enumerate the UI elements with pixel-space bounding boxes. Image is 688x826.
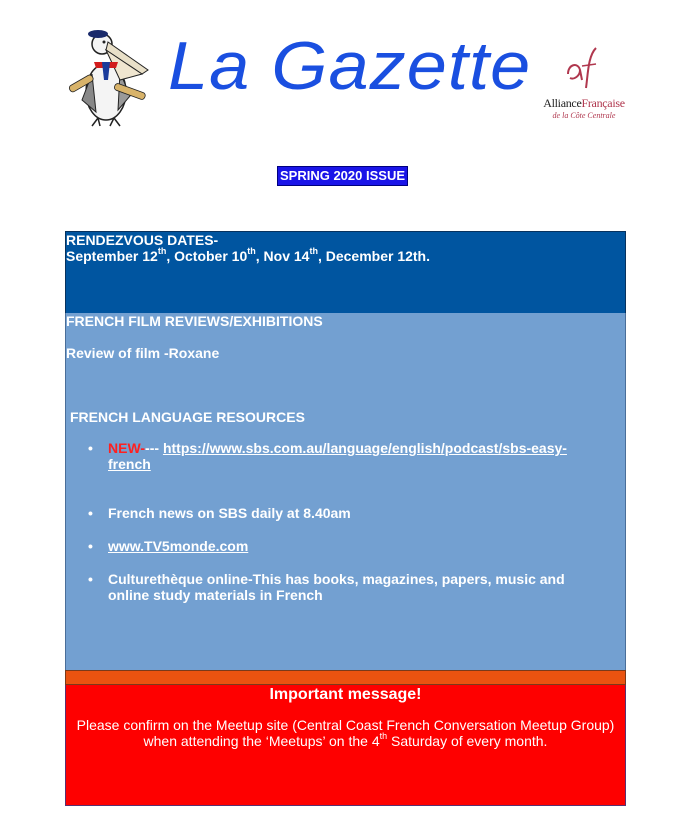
film-review: Review of film -Roxane: [66, 345, 220, 361]
important-message-panel: [65, 685, 626, 806]
film-heading: FRENCH FILM REVIEWS/EXHIBITIONS: [66, 313, 323, 329]
list-item: [88, 538, 608, 554]
rendezvous-panel: [65, 231, 626, 313]
list-item: • NEW---- https://www.sbs.com.au/language/english/podcast/sbs-easy-french: [88, 440, 567, 472]
sbs-easy-french-link[interactable]: https://www.sbs.com.au/language/english/podcast/sbs-easy-french: [108, 440, 567, 472]
resources-heading: FRENCH LANGUAGE RESOURCES: [70, 409, 305, 425]
resources-panel: [65, 313, 626, 670]
af-logo-subtitle: de la Côte Centrale: [552, 111, 616, 120]
date-3: Nov 14: [263, 248, 310, 264]
bullet-icon: •: [88, 538, 93, 554]
date-2: October 10: [174, 248, 248, 264]
date-1: September 12: [66, 248, 158, 264]
list-item: • French news on SBS daily at 8.40am: [88, 505, 351, 521]
new-label: NEW-: [108, 440, 146, 456]
tv5monde-link[interactable]: www.TV5monde.com: [108, 538, 249, 554]
bullet-icon: •: [88, 505, 93, 521]
date-4: December 12th.: [325, 248, 431, 264]
orange-divider: [65, 670, 626, 685]
bullet-icon: •: [88, 440, 93, 456]
pelican-mascot-icon: [62, 22, 154, 130]
list-item: • Culturethèque online-This has books, magazines, papers, music and online study materials in French: [88, 571, 565, 603]
af-logo-name: AllianceFrançaise: [543, 96, 625, 110]
newsletter-title: La Gazette: [168, 28, 532, 104]
resources-list: [88, 440, 608, 603]
message-body: Please confirm on the Meetup site (Central Coast French Conversation Meetup Group) when attending the ‘Meetups’ on the 4th Saturday of every month.: [76, 717, 615, 749]
rendezvous-heading: RENDEZVOUS DATES-: [66, 232, 219, 248]
af-monogram-icon: [562, 44, 602, 90]
message-title: Important message!: [269, 686, 422, 703]
alliance-francaise-logo: [540, 40, 628, 126]
bullet-icon: •: [88, 571, 93, 587]
masthead: [0, 0, 688, 140]
rendezvous-dates: September 12th, October 10th, Nov 14th, December 12th.: [66, 246, 431, 264]
issue-badge: SPRING 2020 ISSUE: [277, 166, 408, 186]
